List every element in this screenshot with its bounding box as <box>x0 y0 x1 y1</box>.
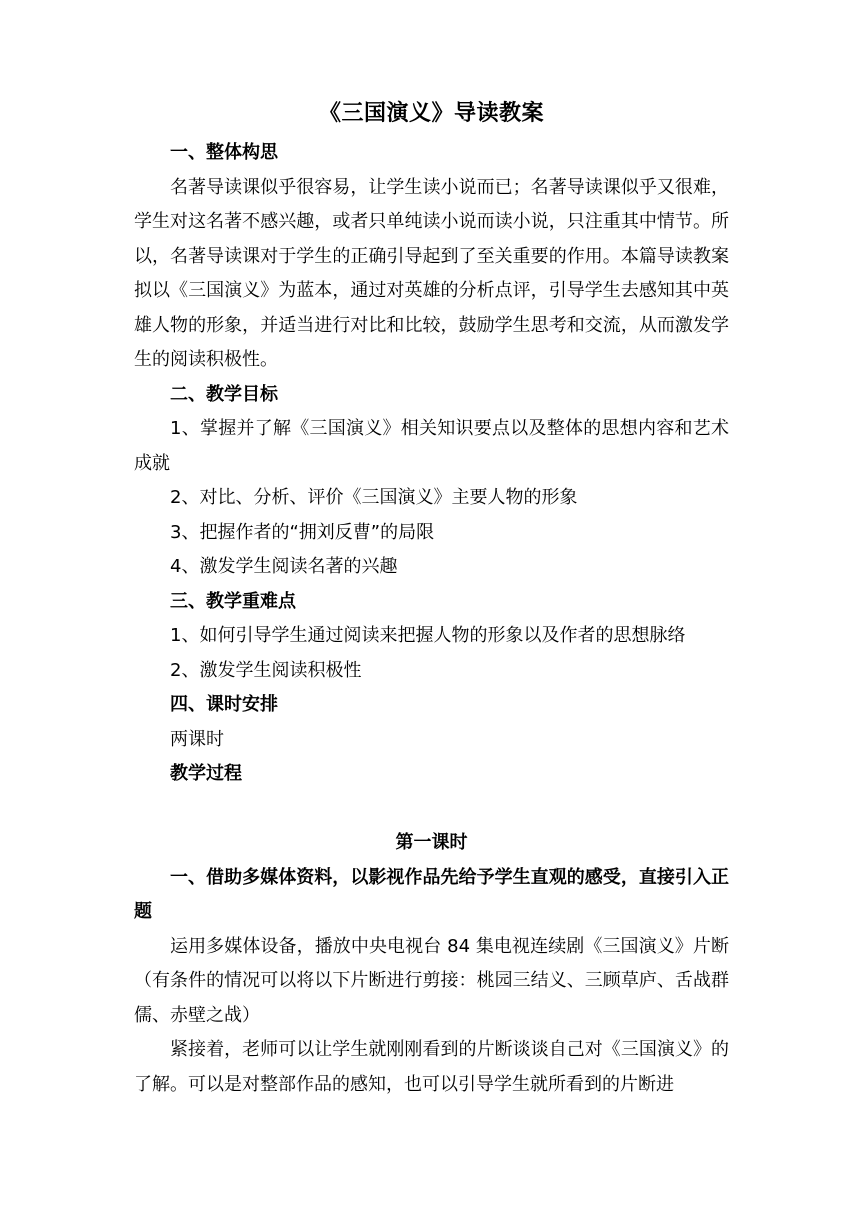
section-heading-key-points: 三、教学重难点 <box>170 590 296 612</box>
section-heading-teaching-goals: 二、教学目标 <box>170 383 278 405</box>
teaching-goal-item: 2、对比、分析、评价《三国演义》主要人物的形象 <box>170 487 578 508</box>
overall-concept-paragraph: 名著导读课似乎很容易，让学生读小说而已；名著导读课似乎又很难，学生对这名著不感兴趣，或者只单纯读小说而读小说，只注重其中情节。所以，名著导读课对于学生的正确引导起到了至关重要的作用。本篇导读教案拟以《三国演义》为蓝本，通过对英雄的分析点评，引导学生去感知其中英雄人物的形象，并适当进行对比和比较，鼓励学生思考和交流，从而激发学生的阅读积极性。 <box>134 176 729 370</box>
teaching-process-heading: 教学过程 <box>170 763 242 784</box>
blank-line <box>134 792 729 827</box>
schedule-text: 两课时 <box>170 728 224 750</box>
document-title: 《三国演义》导读教案 <box>318 101 544 126</box>
teaching-goal-item: 1、掌握并了解《三国演义》相关知识要点以及整体的思想内容和艺术成就 <box>134 418 729 474</box>
key-point-item: 1、如何引导学生通过阅读来把握人物的形象以及作者的思想脉络 <box>170 625 686 646</box>
lesson-one-step-heading: 一、借助多媒体资料，以影视作品先给予学生直观的感受，直接引入正题 <box>134 866 729 922</box>
teaching-goal-item: 3、把握作者的“拥刘反曹”的局限 <box>170 521 435 543</box>
lesson-one-paragraph: 运用多媒体设备，播放中央电视台 84 集电视连续剧《三国演义》片断（有条件的情况可以将以下片断进行剪接：桃园三结义、三顾草庐、舌战群儒、赤壁之战） <box>134 935 729 1026</box>
lesson-one-heading: 第一课时 <box>395 832 468 853</box>
teaching-goal-item: 4、激发学生阅读名著的兴趣 <box>170 556 398 577</box>
section-heading-overall-concept: 一、整体构思 <box>170 142 278 163</box>
lesson-one-paragraph: 紧接着，老师可以让学生就刚刚看到的片断谈谈自己对《三国演义》的了解。可以是对整部作品的感知，也可以引导学生就所看到的片断进 <box>134 1039 729 1095</box>
document-page <box>134 100 729 1102</box>
section-heading-schedule: 四、课时安排 <box>170 694 278 715</box>
key-point-item: 2、激发学生阅读积极性 <box>170 659 362 681</box>
